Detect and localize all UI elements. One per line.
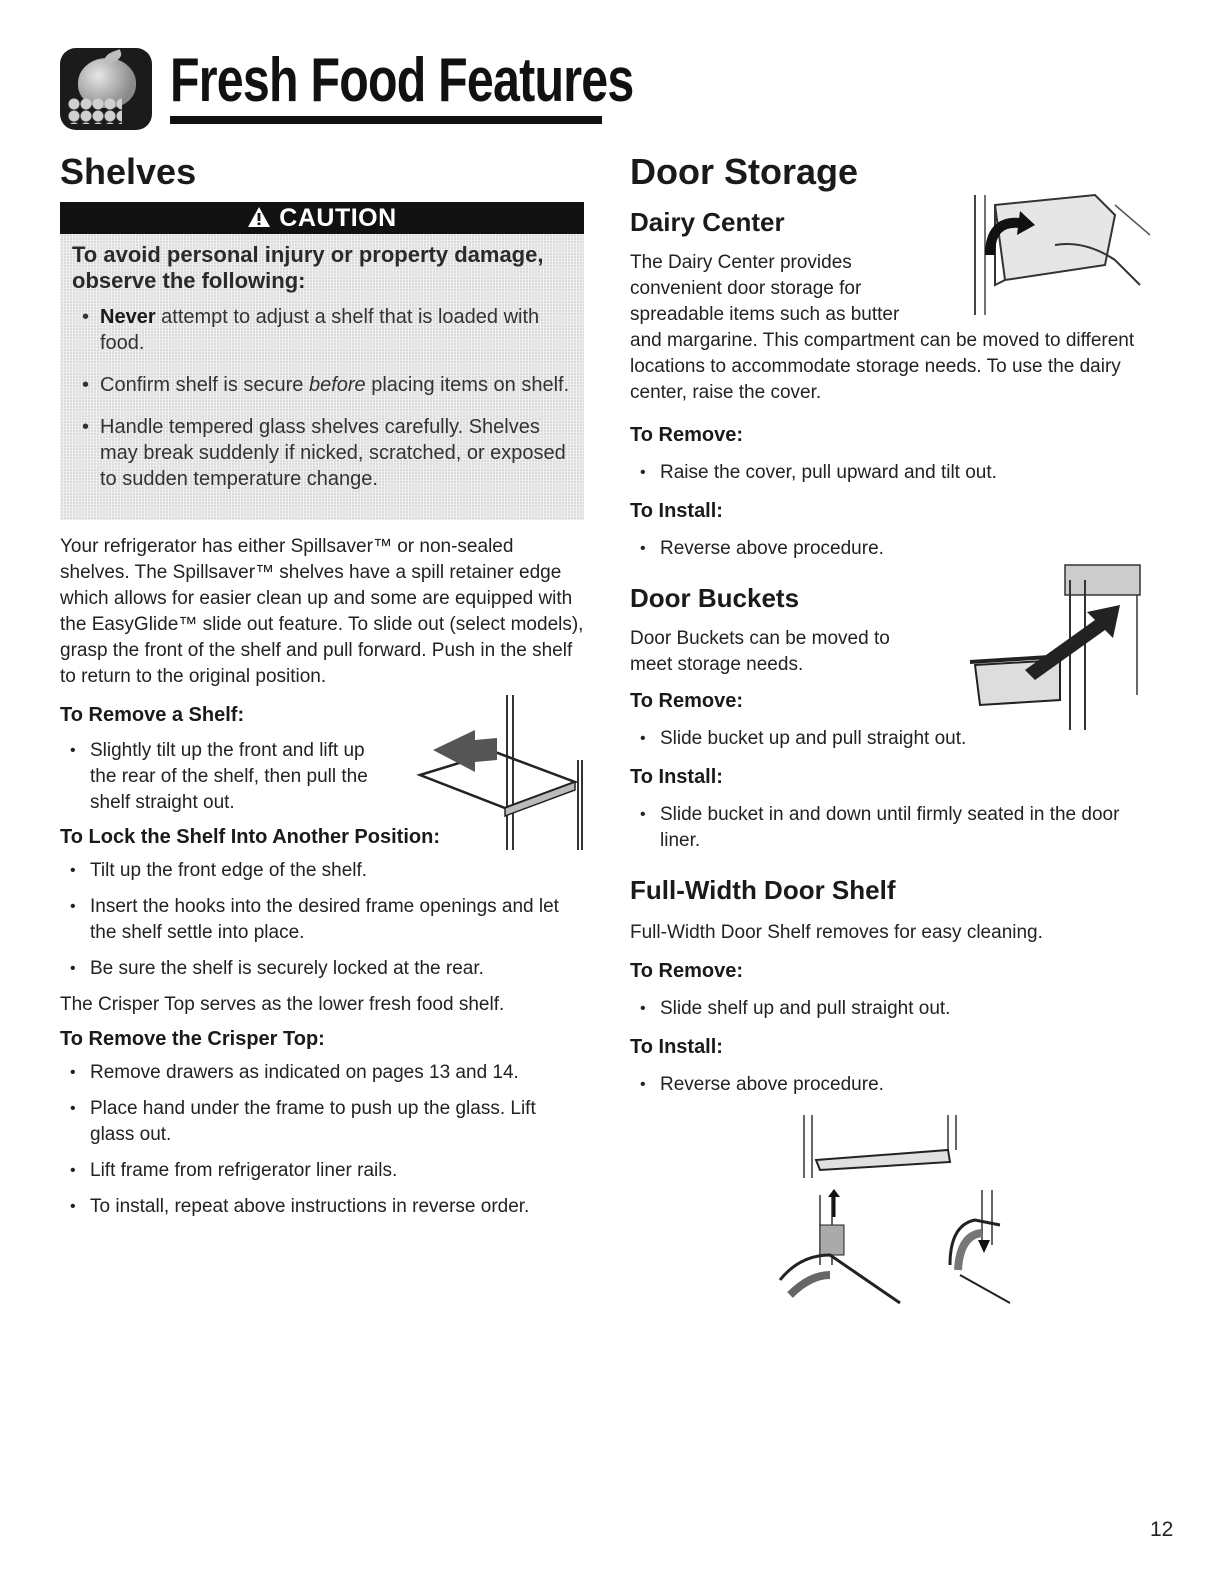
list-item: • Slightly tilt up the front and lift up the rear of the shelf, then pull the shelf straight out. — [60, 738, 390, 816]
full-width-shelf-heading: Full-Width Door Shelf — [630, 875, 896, 905]
list-item: • Reverse above procedure. — [630, 536, 1150, 562]
shelves-intro: Your refrigerator has either Spillsaver™ or non-sealed shelves. The Spillsaver™ shelves have a spill retainer edge which allows for easier clean up and some are equipped with the EasyGlide™ slide out feature. To slide out (select models), grasp the front of the shelf and pull forward. Push in the shelf to return to the original position. — [60, 536, 584, 687]
dairy-center-illustration — [965, 185, 1155, 320]
buckets-install-list — [630, 802, 1150, 854]
caution-item: • Never attempt to adjust a shelf that is loaded with food. — [60, 304, 584, 356]
fruit-icon — [60, 48, 152, 130]
full-width-text: Full-Width Door Shelf removes for easy cleaning. — [630, 922, 1043, 943]
full-width-install-list — [630, 1072, 1150, 1098]
list-item: • Insert the hooks into the desired frame openings and let the shelf settle into place. — [60, 894, 584, 946]
dairy-install-heading: To Install: — [630, 500, 723, 522]
buckets-remove-heading: To Remove: — [630, 690, 743, 712]
shelves-heading: Shelves — [60, 151, 197, 192]
list-item: • Slide shelf up and pull straight out. — [630, 996, 1150, 1022]
full-width-shelf-illustration — [790, 1110, 970, 1180]
caution-label: CAUTION — [279, 204, 397, 232]
page-title: Fresh Food Features — [170, 46, 634, 115]
caution-intro: To avoid personal injury or property damage, observe the following: — [72, 242, 544, 293]
crisper-list — [60, 1060, 584, 1220]
buckets-install-heading: To Install: — [630, 766, 723, 788]
remove-shelf-list — [60, 738, 390, 816]
dairy-remove-heading: To Remove: — [630, 424, 743, 446]
caution-header — [60, 202, 584, 234]
page-number: 12 — [1150, 1518, 1174, 1541]
list-item: • Reverse above procedure. — [630, 1072, 1150, 1098]
warning-icon — [247, 206, 271, 228]
lock-shelf-list — [60, 858, 584, 982]
list-item: • Raise the cover, pull upward and tilt out. — [630, 460, 1150, 486]
remove-shelf-heading: To Remove a Shelf: — [60, 704, 245, 726]
full-width-remove-list — [630, 996, 1150, 1022]
caution-box — [60, 202, 584, 520]
list-item: • Slide bucket in and down until firmly seated in the door liner. — [630, 802, 1150, 854]
door-storage-heading: Door Storage — [630, 151, 859, 192]
list-item: • Lift frame from refrigerator liner rails. — [60, 1158, 584, 1184]
list-item: • Place hand under the frame to push up the glass. Lift glass out. — [60, 1096, 584, 1148]
caution-list — [60, 304, 584, 492]
door-buckets-heading: Door Buckets — [630, 583, 800, 613]
list-item: • Remove drawers as indicated on pages 13 and 14. — [60, 1060, 584, 1086]
list-item: • Slide bucket up and pull straight out. — [630, 726, 1150, 752]
dairy-install-list — [630, 536, 1150, 562]
title-underline — [170, 116, 602, 124]
lock-shelf-heading: To Lock the Shelf Into Another Position: — [60, 826, 440, 848]
dairy-center-heading: Dairy Center — [630, 207, 785, 237]
full-width-remove-heading: To Remove: — [630, 960, 743, 982]
shelf-detail-illustration — [760, 1185, 1020, 1310]
caution-item: • Handle tempered glass shelves carefully. Shelves may break suddenly if nicked, scratched, or exposed to sudden temperature change. — [60, 414, 584, 492]
dairy-remove-list — [630, 460, 1150, 486]
crisper-text: The Crisper Top serves as the lower fresh food shelf. — [60, 994, 505, 1015]
shelf-removal-illustration — [415, 690, 585, 850]
full-width-install-heading: To Install: — [630, 1036, 723, 1058]
list-item: • Be sure the shelf is securely locked at the rear. — [60, 956, 584, 982]
dairy-text: The Dairy Center provides convenient door storage for spreadable items such as butter — [630, 252, 900, 325]
dairy-text-cont: and margarine. This compartment can be moved to different locations to accommodate storage needs. To use the dairy center, raise the cover. — [630, 330, 1135, 403]
caution-item: • Confirm shelf is secure before placing items on shelf. — [60, 372, 584, 398]
list-item: • Tilt up the front edge of the shelf. — [60, 858, 584, 884]
crisper-heading: To Remove the Crisper Top: — [60, 1028, 325, 1050]
door-bucket-illustration — [955, 560, 1145, 735]
shelves-section — [60, 150, 584, 1217]
list-item: • To install, repeat above instructions in reverse order. — [60, 1194, 584, 1220]
buckets-text: Door Buckets can be moved to meet storage needs. — [630, 628, 890, 675]
